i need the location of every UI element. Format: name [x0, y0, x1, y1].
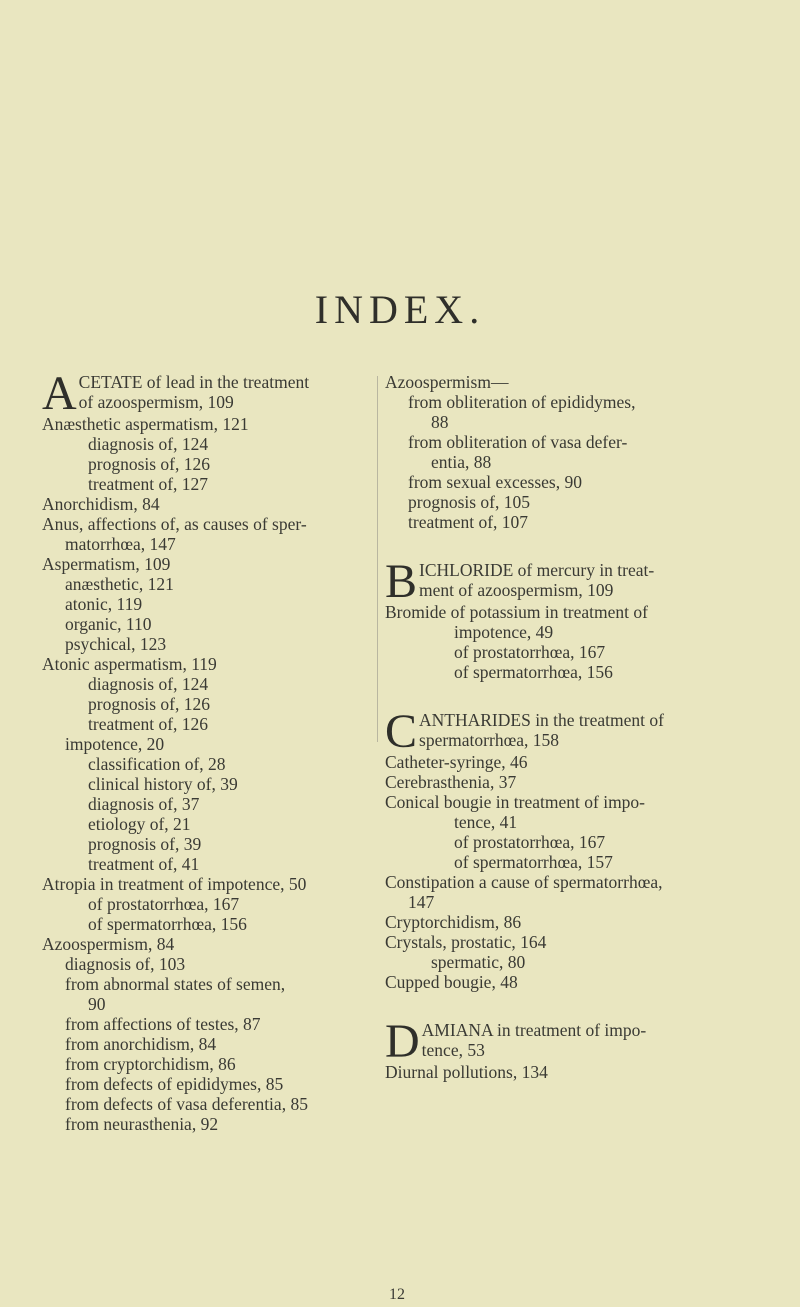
index-entry-continuation: of azoospermism, 109 [78, 392, 234, 412]
index-subentry: from cryptorchidism, 86 [65, 1054, 236, 1074]
drop-cap: B [385, 555, 418, 608]
index-subentry: from anorchidism, 84 [65, 1034, 217, 1054]
index-entry: Conical bougie in treatment of impo- [385, 792, 646, 812]
index-subentry: prognosis of, 39 [88, 834, 202, 854]
drop-cap: D [385, 1015, 420, 1068]
index-subentry: of spermatorrhœa, 156 [454, 662, 613, 682]
index-section-start [385, 705, 735, 758]
index-subentry: diagnosis of, 124 [88, 434, 209, 454]
index-subentry: from sexual excesses, 90 [408, 472, 582, 492]
index-subentry: diagnosis of, 124 [88, 674, 209, 694]
index-subentry: clinical history of, 39 [88, 774, 238, 794]
index-subentry: from neurasthenia, 92 [65, 1114, 219, 1134]
index-entry: Atropia in treatment of impotence, 50 [42, 874, 307, 894]
index-subentry: tence, 41 [454, 812, 518, 832]
section-gap [385, 532, 735, 560]
index-entry: Cerebrasthenia, 37 [385, 772, 517, 792]
index-entry: Anus, affections of, as causes of sper- [42, 514, 307, 534]
index-subentry: from defects of vasa deferentia, 85 [65, 1094, 308, 1114]
index-subentry: impotence, 20 [65, 734, 165, 754]
index-subentry: prognosis of, 126 [88, 454, 211, 474]
page-number: 12 [389, 1286, 405, 1303]
index-entry: Anæsthetic aspermatism, 121 [42, 414, 249, 434]
index-subentry: etiology of, 21 [88, 814, 191, 834]
index-subentry: 90 [88, 994, 106, 1014]
index-subentry: matorrhœa, 147 [65, 534, 176, 554]
index-section-start [385, 1015, 735, 1068]
index-entry-continuation: spermatorrhœa, 158 [419, 730, 559, 750]
index-subentry: anæsthetic, 121 [65, 574, 174, 594]
index-entry-continuation: ment of azoospermism, 109 [419, 580, 614, 600]
page-title: INDEX. [314, 287, 486, 332]
drop-cap: A [42, 367, 77, 420]
index-subentry: from defects of epididymes, 85 [65, 1074, 284, 1094]
index-entry-lead: AMIANA in treatment of impo- [421, 1020, 647, 1040]
index-subentry: of spermatorrhœa, 157 [454, 852, 613, 872]
index-subentry: psychical, 123 [65, 634, 167, 654]
index-entry: Catheter-syringe, 46 [385, 752, 528, 772]
index-subentry: of prostatorrhœa, 167 [88, 894, 240, 914]
index-entry: Diurnal pollutions, 134 [385, 1062, 548, 1082]
index-subentry: of prostatorrhœa, 167 [454, 832, 606, 852]
index-subentry: atonic, 119 [65, 594, 143, 614]
index-subentry: organic, 110 [65, 614, 152, 634]
index-entry: Aspermatism, 109 [42, 554, 171, 574]
column-divider [377, 376, 378, 742]
index-entry: Constipation a cause of spermatorrhœa, [385, 872, 663, 892]
index-entry: Atonic aspermatism, 119 [42, 654, 217, 674]
index-entry: Azoospermism— [385, 372, 509, 392]
index-subentry: prognosis of, 105 [408, 492, 531, 512]
drop-cap: C [385, 705, 418, 758]
index-section-start [42, 367, 370, 420]
index-entry: Cupped bougie, 48 [385, 972, 518, 992]
index-subentry: 88 [431, 412, 449, 432]
index-subentry: entia, 88 [431, 452, 492, 472]
index-subentry: 147 [408, 892, 435, 912]
index-section-start [385, 555, 735, 608]
index-subentry: prognosis of, 126 [88, 694, 211, 714]
index-subentry: classification of, 28 [88, 754, 226, 774]
index-subentry: treatment of, 41 [88, 854, 200, 874]
index-entry-lead: ANTHARIDES in the treatment of [419, 710, 664, 730]
index-entry: Crystals, prostatic, 164 [385, 932, 547, 952]
index-subentry: from obliteration of epididymes, [408, 392, 636, 412]
index-subentry: treatment of, 127 [88, 474, 209, 494]
index-subentry: impotence, 49 [454, 622, 554, 642]
index-entry-lead: ICHLORIDE of mercury in treat- [419, 560, 655, 580]
index-subentry: from abnormal states of semen, [65, 974, 286, 994]
section-gap [385, 992, 735, 1020]
index-entry: Anorchidism, 84 [42, 494, 160, 514]
index-entry-continuation: tence, 53 [421, 1040, 485, 1060]
index-subentry: of spermatorrhœa, 156 [88, 914, 247, 934]
index-subentry: of prostatorrhœa, 167 [454, 642, 606, 662]
index-subentry: from obliteration of vasa defer- [408, 432, 628, 452]
index-subentry: spermatic, 80 [431, 952, 526, 972]
index-column-right [385, 372, 735, 1082]
index-entry: Azoospermism, 84 [42, 934, 175, 954]
index-entry-lead: CETATE of lead in the treatment [78, 372, 310, 392]
index-subentry: treatment of, 107 [408, 512, 529, 532]
index-subentry: treatment of, 126 [88, 714, 209, 734]
index-subentry: diagnosis of, 37 [88, 794, 200, 814]
index-column-left [42, 367, 370, 1134]
index-entry: Bromide of potassium in treatment of [385, 602, 648, 622]
section-gap [385, 682, 735, 710]
index-entry: Cryptorchidism, 86 [385, 912, 522, 932]
index-subentry: from affections of testes, 87 [65, 1014, 261, 1034]
index-subentry: diagnosis of, 103 [65, 954, 186, 974]
